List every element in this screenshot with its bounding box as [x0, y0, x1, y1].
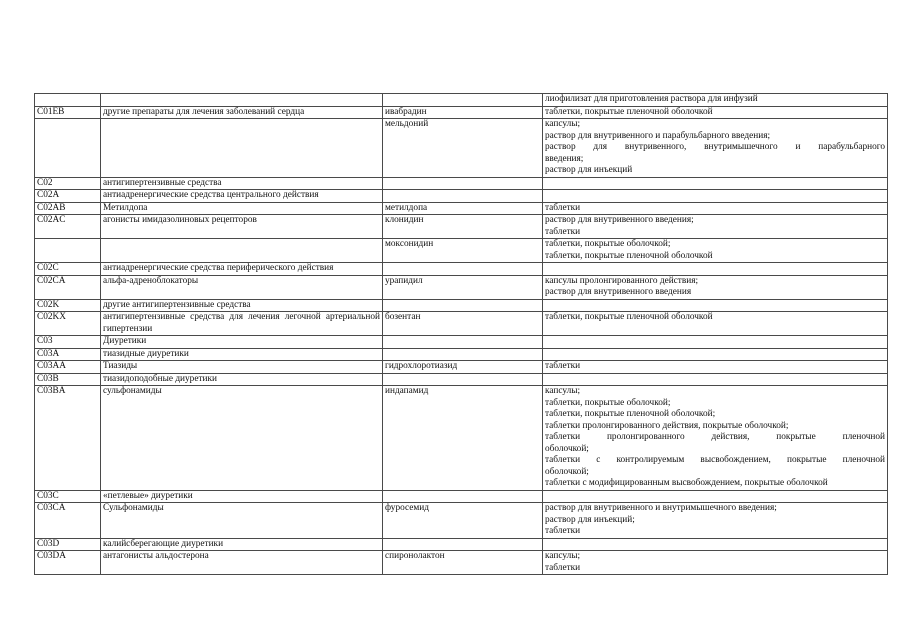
- dosage-forms-cell: [543, 263, 888, 276]
- dosage-form-line: таблетки с контролируемым высвобождением, покрытые пленочной: [545, 455, 885, 465]
- drug-table: [34, 93, 888, 575]
- drug-name-cell: бозентан: [383, 312, 543, 336]
- group-name-cell: Метилдопа: [101, 202, 383, 215]
- atc-code-cell: C03AA: [35, 361, 101, 374]
- group-name-cell: Сульфонамиды: [101, 503, 383, 539]
- drug-name-cell: [383, 490, 543, 503]
- dosage-form-line: раствор для инъекций;: [545, 514, 635, 525]
- table-row: [35, 215, 888, 239]
- dosage-form-line: таблетки, покрытые оболочкой;: [545, 397, 671, 408]
- group-name-cell: другие препараты для лечения заболеваний сердца: [101, 106, 383, 119]
- dosage-forms-cell: [543, 503, 888, 539]
- table-row: [35, 299, 888, 312]
- group-name-cell: антигипертензивные средства для лечения легочной артериальной гипертензии: [101, 312, 383, 336]
- group-name-cell: антиадренергические средства периферического действия: [101, 263, 383, 276]
- dosage-form-line: таблетки: [545, 226, 581, 237]
- dosage-forms-cell: [543, 490, 888, 503]
- dosage-form-line: капсулы;: [545, 386, 581, 396]
- table-row: [35, 177, 888, 190]
- atc-code-cell: C03CA: [35, 503, 101, 539]
- table-row: [35, 551, 888, 575]
- dosage-forms-cell: [543, 202, 888, 215]
- drug-name-cell: гидрохлоротиазид: [383, 361, 543, 374]
- dosage-forms-cell: [543, 312, 888, 336]
- drug-name-cell: [383, 94, 543, 107]
- dosage-form-line: таблетки, покрытые пленочной оболочкой: [545, 250, 713, 261]
- table-row: [35, 490, 888, 503]
- dosage-form-line: таблетки с модифицированным высвобождением, покрытые оболочкой: [545, 478, 828, 488]
- dosage-form-line: раствор для инъекций: [545, 165, 633, 175]
- dosage-form-line: таблетки: [545, 361, 581, 371]
- dosage-forms-cell: [543, 361, 888, 374]
- dosage-forms-cell: [543, 106, 888, 119]
- atc-code-cell: C02AB: [35, 202, 101, 215]
- atc-code-cell: C03C: [35, 490, 101, 503]
- group-name-cell: антиадренергические средства центрального действия: [101, 190, 383, 203]
- atc-code-cell: C03DA: [35, 551, 101, 575]
- dosage-form-line: таблетки: [545, 526, 581, 536]
- dosage-form-line: таблетки пролонгированного действия, покрытые оболочкой;: [545, 420, 789, 431]
- group-name-cell: альфа-адреноблокаторы: [101, 275, 383, 299]
- drug-name-cell: [383, 538, 543, 551]
- group-name-cell: антигипертензивные средства: [101, 177, 383, 190]
- atc-code-cell: [35, 94, 101, 107]
- group-name-cell: антагонисты альдостерона: [101, 551, 383, 575]
- group-name-cell: тиазидоподобные диуретики: [101, 373, 383, 386]
- table-row: [35, 312, 888, 336]
- dosage-forms-cell: [543, 239, 888, 263]
- table-row: [35, 239, 888, 263]
- dosage-form-line: раствор для внутривенного и внутримышечного введения;: [545, 503, 777, 513]
- atc-code-cell: C02AC: [35, 215, 101, 239]
- dosage-form-line: раствор для внутривенного введения: [545, 287, 692, 297]
- dosage-forms-cell: [543, 215, 888, 239]
- dosage-form-line: капсулы;: [545, 119, 581, 129]
- dosage-form-line: таблетки, покрытые пленочной оболочкой: [545, 312, 713, 322]
- table-row: [35, 348, 888, 361]
- group-name-cell: «петлевые» диуретики: [101, 490, 383, 503]
- drug-name-cell: ивабрадин: [383, 106, 543, 119]
- drug-name-cell: [383, 373, 543, 386]
- table-row: [35, 119, 888, 178]
- dosage-forms-cell: [543, 386, 888, 491]
- group-name-cell: тиазидные диуретики: [101, 348, 383, 361]
- group-name-cell: [101, 239, 383, 263]
- dosage-form-line: таблетки, покрытые пленочной оболочкой: [545, 106, 713, 117]
- table-row: [35, 386, 888, 491]
- drug-name-cell: спиронолактон: [383, 551, 543, 575]
- atc-code-cell: C03D: [35, 538, 101, 551]
- dosage-forms-cell: [543, 336, 888, 349]
- dosage-forms-cell: [543, 190, 888, 203]
- table-row: [35, 373, 888, 386]
- dosage-form-line: раствор для внутривенного и парабульбарного введения;: [545, 130, 771, 141]
- drug-name-cell: клонидин: [383, 215, 543, 239]
- table-row: [35, 94, 888, 107]
- table-row: [35, 336, 888, 349]
- group-name-cell: агонисты имидазолиновых рецепторов: [101, 215, 383, 239]
- group-name-cell: другие антигипертензивные средства: [101, 299, 383, 312]
- drug-name-cell: фуросемид: [383, 503, 543, 539]
- atc-code-cell: C02KX: [35, 312, 101, 336]
- table-row: [35, 361, 888, 374]
- dosage-form-line: лиофилизат для приготовления раствора для инфузий: [545, 94, 758, 104]
- atc-code-cell: C02CA: [35, 275, 101, 299]
- table-row: [35, 190, 888, 203]
- atc-code-cell: C02A: [35, 190, 101, 203]
- drug-name-cell: [383, 299, 543, 312]
- drug-name-cell: метилдопа: [383, 202, 543, 215]
- group-name-cell: калийсберегающие диуретики: [101, 538, 383, 551]
- atc-code-cell: C03A: [35, 348, 101, 361]
- drug-name-cell: [383, 177, 543, 190]
- dosage-form-line: раствор для внутривенного введения;: [545, 215, 694, 225]
- table-row: [35, 503, 888, 539]
- atc-code-cell: [35, 239, 101, 263]
- dosage-form-line: капсулы;: [545, 551, 581, 561]
- dosage-form-line: оболочкой;: [545, 443, 589, 454]
- dosage-form-line: таблетки, покрытые оболочкой;: [545, 239, 671, 249]
- table-body: [35, 94, 888, 575]
- dosage-forms-cell: [543, 348, 888, 361]
- drug-name-cell: [383, 263, 543, 276]
- drug-name-cell: [383, 348, 543, 361]
- dosage-form-line: таблетки: [545, 562, 581, 573]
- group-name-cell: сульфонамиды: [101, 386, 383, 491]
- table-row: [35, 106, 888, 119]
- atc-code-cell: [35, 119, 101, 178]
- table-row: [35, 275, 888, 299]
- table-row: [35, 538, 888, 551]
- drug-name-cell: [383, 190, 543, 203]
- drug-name-cell: моксонидин: [383, 239, 543, 263]
- atc-code-cell: C03: [35, 336, 101, 349]
- drug-name-cell: индапамид: [383, 386, 543, 491]
- group-name-cell: Диуретики: [101, 336, 383, 349]
- dosage-forms-cell: [543, 538, 888, 551]
- dosage-forms-cell: [543, 299, 888, 312]
- drug-name-cell: [383, 336, 543, 349]
- group-name-cell: Тиазиды: [101, 361, 383, 374]
- dosage-form-line: таблетки, покрытые пленочной оболочкой;: [545, 409, 716, 419]
- dosage-forms-cell: [543, 119, 888, 178]
- dosage-forms-cell: [543, 177, 888, 190]
- dosage-form-line: оболочкой;: [545, 466, 589, 477]
- group-name-cell: [101, 94, 383, 107]
- group-name-cell: [101, 119, 383, 178]
- atc-code-cell: C03B: [35, 373, 101, 386]
- dosage-forms-cell: [543, 94, 888, 107]
- dosage-form-line: раствор для внутривенного, внутримышечного и парабульбарного: [545, 142, 885, 152]
- dosage-form-line: введения;: [545, 153, 584, 164]
- atc-code-cell: C02C: [35, 263, 101, 276]
- dosage-forms-cell: [543, 551, 888, 575]
- table-row: [35, 202, 888, 215]
- dosage-form-line: капсулы пролонгированного действия;: [545, 275, 699, 286]
- dosage-forms-cell: [543, 373, 888, 386]
- atc-code-cell: C02K: [35, 299, 101, 312]
- atc-code-cell: C02: [35, 177, 101, 190]
- atc-code-cell: C03BA: [35, 386, 101, 491]
- dosage-forms-cell: [543, 275, 888, 299]
- table-row: [35, 263, 888, 276]
- dosage-form-line: таблетки пролонгированного действия, покрытые пленочной: [545, 432, 885, 442]
- drug-name-cell: урапидил: [383, 275, 543, 299]
- drug-name-cell: мельдоний: [383, 119, 543, 178]
- atc-code-cell: C01EB: [35, 106, 101, 119]
- dosage-form-line: таблетки: [545, 202, 581, 213]
